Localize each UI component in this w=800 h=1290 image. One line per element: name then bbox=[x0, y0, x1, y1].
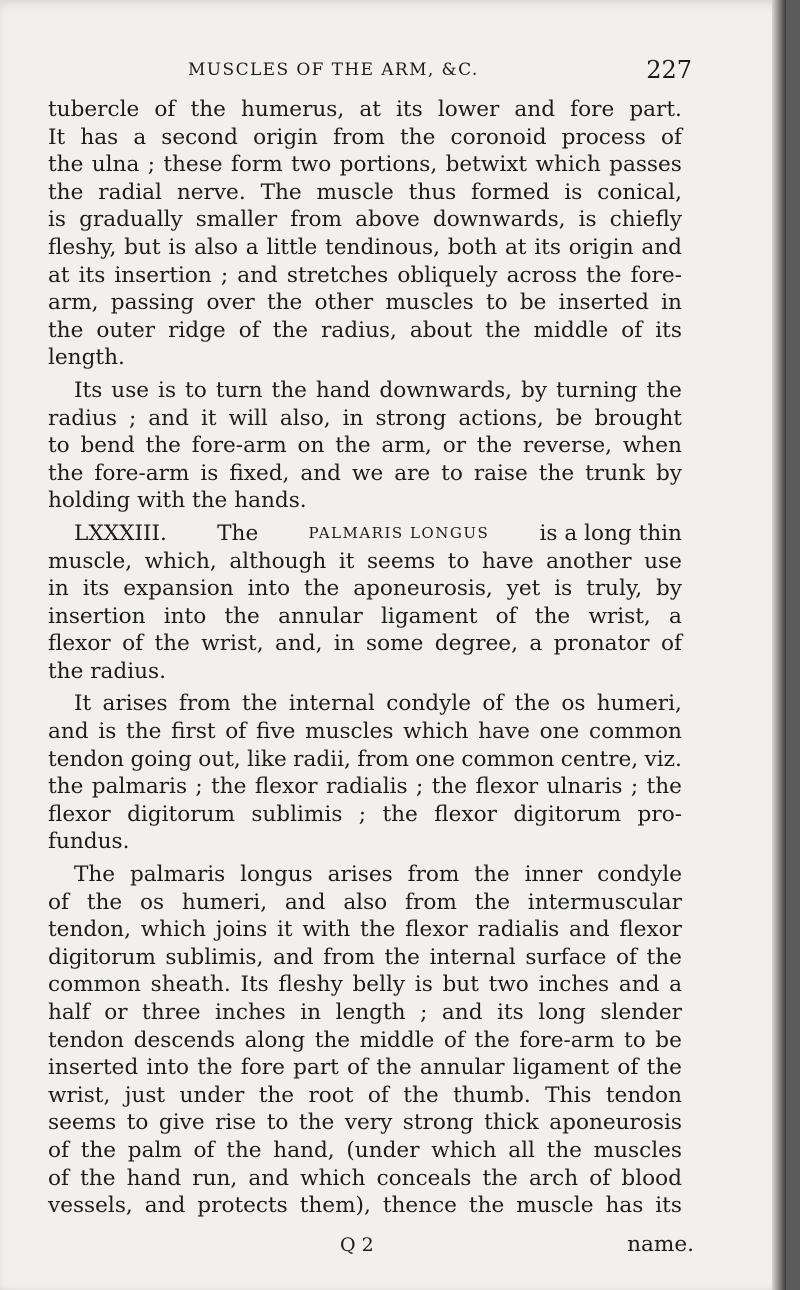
text-line: at its insertion ; and stretches obliquely across the fore- bbox=[48, 262, 682, 288]
text-line: half or three inches in length ; and its long slender bbox=[48, 1000, 682, 1025]
text-line: the ulna ; these form two portions, betwixt which passes bbox=[48, 152, 682, 178]
text-line: flexor of the wrist, and, in some degree, a pronator of bbox=[48, 631, 682, 657]
text-line: the radius. bbox=[48, 658, 167, 684]
text-word: The bbox=[217, 520, 259, 546]
text-line: It arises from the internal condyle of the os humeri, bbox=[74, 691, 682, 717]
paragraph-3 bbox=[48, 520, 682, 686]
text-line: fundus. bbox=[48, 829, 130, 855]
section-numeral: LXXXIII. bbox=[74, 520, 167, 546]
text-line: Its use is to turn the hand downwards, by turning the bbox=[74, 377, 682, 403]
text-line: and is the first of five muscles which have one common bbox=[48, 719, 682, 745]
signature-mark: Q 2 bbox=[340, 1234, 374, 1256]
text-line-heading bbox=[48, 520, 682, 548]
body-text bbox=[48, 96, 682, 1220]
text-line: arm, passing over the other muscles to be inserted in bbox=[48, 290, 682, 316]
text-line: length. bbox=[48, 345, 125, 371]
text-line: of the hand run, and which conceals the arch of blood bbox=[48, 1165, 682, 1191]
text-line: digitorum sublimis, and from the internal surface of the bbox=[48, 944, 682, 970]
text-line: the radial nerve. The muscle thus formed is conical, bbox=[48, 179, 682, 205]
text-line: seems to give rise to the very strong thick aponeurosis bbox=[48, 1110, 682, 1136]
running-head bbox=[48, 56, 692, 86]
text-line: in its expansion into the aponeurosis, yet is truly, by bbox=[48, 576, 682, 602]
text-line: insertion into the annular ligament of the wrist, a bbox=[48, 603, 682, 629]
page-footer bbox=[48, 1232, 694, 1262]
page-number: 227 bbox=[646, 56, 692, 84]
text-line: to bend the fore-arm on the arm, or the reverse, when bbox=[48, 433, 682, 459]
text-line: is gradually smaller from above downwards, is chiefly bbox=[48, 207, 682, 233]
text-line: flexor digitorum sublimis ; the flexor digitorum pro- bbox=[48, 801, 682, 827]
text-fragment: is a long thin bbox=[539, 520, 682, 546]
catchword: name. bbox=[627, 1232, 694, 1257]
text-line: vessels, and protects them), thence the muscle has its bbox=[48, 1193, 682, 1219]
muscle-name-smallcaps: PALMARIS LONGUS bbox=[308, 523, 490, 542]
text-line: common sheath. Its fleshy belly is but two inches and a bbox=[48, 972, 682, 998]
text-line: muscle, which, although it seems to have another use bbox=[48, 548, 682, 574]
text-line: fleshy, but is also a little tendinous, both at its origin and bbox=[48, 234, 682, 260]
text-line: It has a second origin from the coronoid process of bbox=[48, 124, 682, 150]
text-line: of the palm of the hand, (under which all the muscles bbox=[48, 1137, 682, 1163]
text-line: holding with the hands. bbox=[48, 488, 307, 514]
page-edge-shadow bbox=[772, 0, 786, 1290]
text-line: The palmaris longus arises from the inner condyle bbox=[74, 862, 682, 888]
text-line: tendon descends along the middle of the fore-arm to be bbox=[48, 1027, 682, 1053]
text-line: wrist, just under the root of the thumb. This tendon bbox=[48, 1082, 682, 1108]
paragraph-1 bbox=[48, 96, 682, 372]
text-line: of the os humeri, and also from the intermuscular bbox=[48, 889, 682, 915]
paragraph-2 bbox=[48, 377, 682, 515]
paragraph-5 bbox=[48, 861, 682, 1220]
paragraph-4 bbox=[48, 690, 682, 856]
text-line: the outer ridge of the radius, about the middle of its bbox=[48, 317, 682, 343]
running-title: MUSCLES OF THE ARM, &C. bbox=[188, 60, 479, 80]
text-line: radius ; and it will also, in strong actions, be brought bbox=[48, 405, 682, 431]
text-line: tendon going out, like radii, from one common centre, viz. bbox=[48, 746, 682, 772]
text-line: the fore-arm is fixed, and we are to raise the trunk by bbox=[48, 460, 682, 486]
text-line: inserted into the fore part of the annular ligament of the bbox=[48, 1055, 682, 1081]
text-line: tubercle of the humerus, at its lower and fore part. bbox=[48, 97, 682, 122]
text-line: the palmaris ; the flexor radialis ; the flexor ulnaris ; the bbox=[48, 774, 682, 800]
text-line: tendon, which joins it with the flexor radialis and flexor bbox=[48, 917, 682, 943]
